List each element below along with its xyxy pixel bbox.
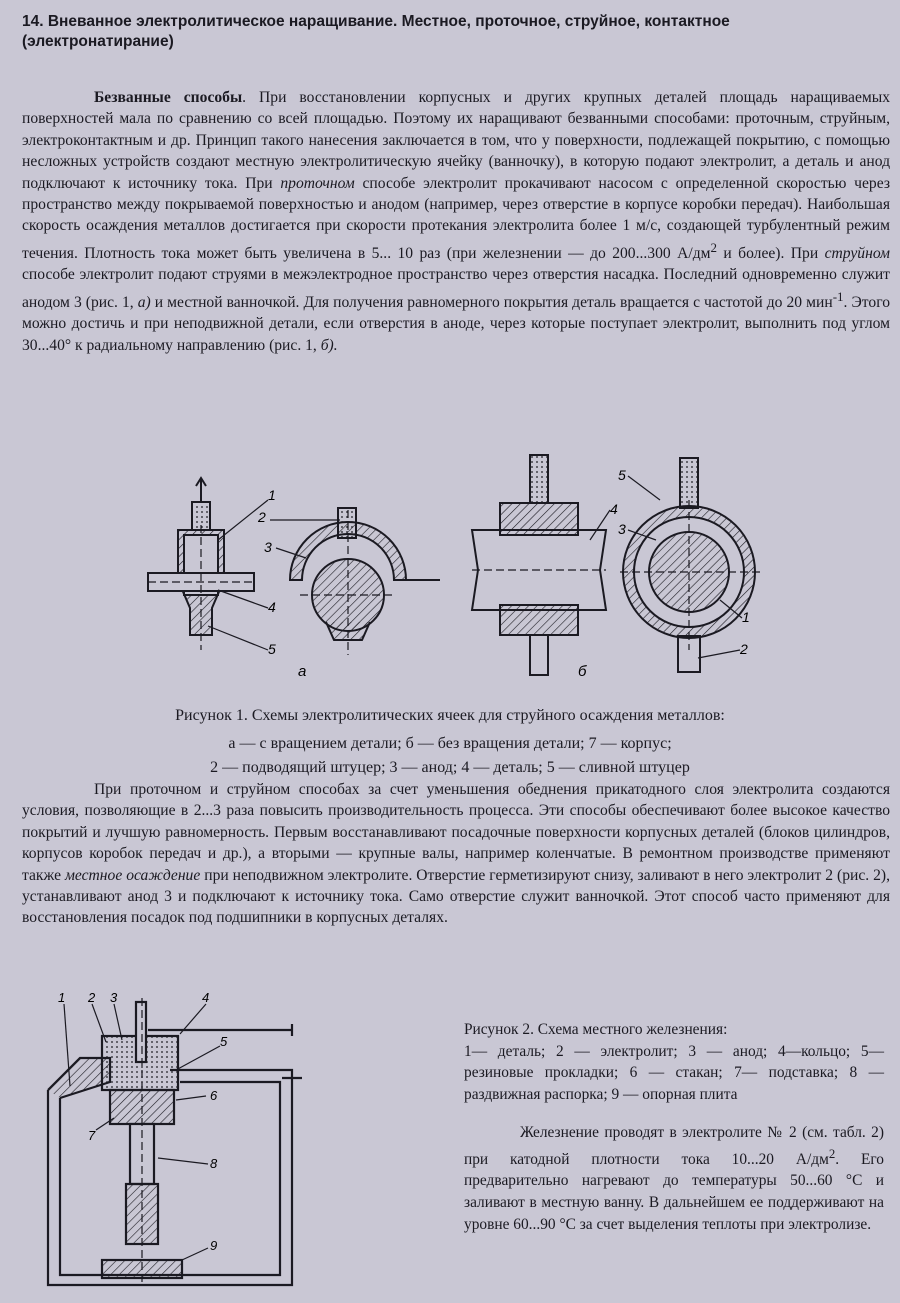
fig1b-label-3: 3 [618,521,626,537]
fig1b-label-5: 5 [618,467,626,483]
intro-text-3: и более). При [717,245,825,263]
final-sup: 2 [828,1146,836,1161]
fig1a-label-5: 5 [268,641,276,657]
figure-1a-cell-right [290,508,440,655]
fig1-label-a: а [298,663,307,680]
middle-text-2: при неподвижном электролите. Отверстие герметизируют снизу, заливают в него электролит 2 (рис. 2), устанавливают анод 3 и подключают к источнику тока. Само отверстие служит ванночкой. Этот способ часто применяют для восстановления посадок под подшипники в корпусных деталях. [22,866,891,927]
fig2-label-4: 4 [202,990,210,1005]
intro-sup-2: -1 [832,288,844,304]
middle-term-local: местное осаждение [64,866,201,884]
figure-1a-cell-left [148,478,254,650]
fig1a-label-4: 4 [268,599,276,615]
intro-text-4: способе электролит подают струями в межэлектродное пространство через отверстия насадка. Последний одновременно служит анодом 3 (рис. 1, [22,266,890,312]
intro-term-flow: проточном [280,174,355,192]
intro-ref-b: б). [320,336,338,354]
figure-2-caption [464,1019,884,1105]
intro-ref-a: а) [137,294,151,312]
final-text-1: Железнение проводят в электролите № 2 (см. табл. 2) при катодной плотности тока 10...20 А/дм [464,1124,884,1168]
fig1a-label-1: 1 [268,487,276,503]
middle-paragraph [22,779,890,929]
fig1b-label-4: 4 [610,501,618,517]
figure-1-caption-title: Рисунок 1. Схемы электролитических ячеек для струйного осаждения металлов: [175,707,725,724]
middle-text-1: При проточном и струйном способах за счет уменьшения обеднения прикатодного слоя электролита создаются условия, позволяющие в 2...3 раза повысить производительность процесса. Эти способы обеспечивают более высокое качество покрытий и лучшую равномерность. Первым восстанавливают посадочные поверхности корпусных деталей (блоков цилиндров, корпусов коробок передач и др.), а вторыми — крупные валы, например коленчатые. В ремонтном производстве применяют также [22,781,890,884]
fig1a-label-3: 3 [264,539,272,555]
intro-paragraph [22,87,890,356]
final-paragraph [464,1122,884,1235]
figure-2-caption-title: Рисунок 2. Схема местного железнения: [464,1021,728,1038]
intro-text-1: . При восстановлении корпусных и других крупных деталей площадь наращиваемых поверхностей мала по сравнению со всей площадью. Поэтому их наращивают безванными способами: проточным, струйным, электроконтактным и др. Принцип такого нанесения заключается в том, что у поверхности, подлежащей покрытию, с помощью несложных устройств создают местную электролитическую ячейку (ванночку), в которую подают электролит, а деталь и анод подключают к источнику тока. При [22,89,891,192]
intro-text-5: и местной ванночкой. Для получения равномерного покрытия деталь вращается с частотой до 20 мин [150,294,833,312]
final-text-2: . Его предварительно нагревают до температуры 50...60 °С и заливают в местную ванну. В дальнейшем ее поддерживают на уровне 60...90 °С за счет выделения теплоты при электролизе. [464,1150,884,1233]
fig2-label-3: 3 [110,990,118,1005]
figure-1b-cell-right [620,458,760,672]
fig2-label-8: 8 [210,1156,218,1171]
fig1b-label-1: 1 [742,609,750,625]
fig2-label-9: 9 [210,1238,218,1253]
intro-text-6: . Этого можно достичь и при неподвижной детали, если отверстия в аноде, через которые поступает электролит, выполнить под углом 30...40° к радиальному направлению (рис. 1, [22,294,890,354]
fig1a-label-2: 2 [258,509,266,525]
figure-1-diagram [100,440,880,690]
fig1b-label-2: 2 [740,641,748,657]
intro-term-jet: струйном [824,245,890,263]
intro-text-2: способе электролит прокачивают насосом с определенной скоростью через пространство между покрываемой поверхностью и анодом (например, через отверстие в корпусе коробки передач). Наибольшая скорость осаждения металлов достигается при скорости протекания электролита более 1 м/с, создающей турбулентный режим течения. Плотность тока может быть увеличена в 5... 10 раз (при железнении — до 200...300 А/дм [22,174,890,263]
figure-1b-cell-left [472,455,606,675]
figure-1-caption-line-2: а — с вращением детали; б — без вращения детали; 7 — корпус; [228,735,672,752]
fig2-label-1: 1 [58,990,66,1005]
figure-2-diagram [30,990,460,1295]
fig2-label-5: 5 [220,1034,228,1049]
figure-1-caption-line-3: 2 — подводящий штуцер; 3 — анод; 4 — деталь; 5 — сливной штуцер [210,759,690,776]
intro-lead-term: Безванные способы [94,89,243,106]
figure-2-caption-body: 1— деталь; 2 — электролит; 3 — анод; 4—кольцо; 5— резиновые прокладки; 6 — стакан; 7— подставка; 8 — раздвижная распорка; 9 — опорная плита [464,1042,884,1103]
section-heading: 14. Вневанное электролитическое наращивание. Местное, проточное, струйное, контактное (электронатирание) [22,13,730,50]
fig1-label-b: б [578,663,587,680]
fig2-label-6: 6 [210,1088,218,1103]
fig2-label-7: 7 [88,1128,96,1143]
intro-sup-1: 2 [710,239,717,255]
fig2-label-2: 2 [88,990,96,1005]
